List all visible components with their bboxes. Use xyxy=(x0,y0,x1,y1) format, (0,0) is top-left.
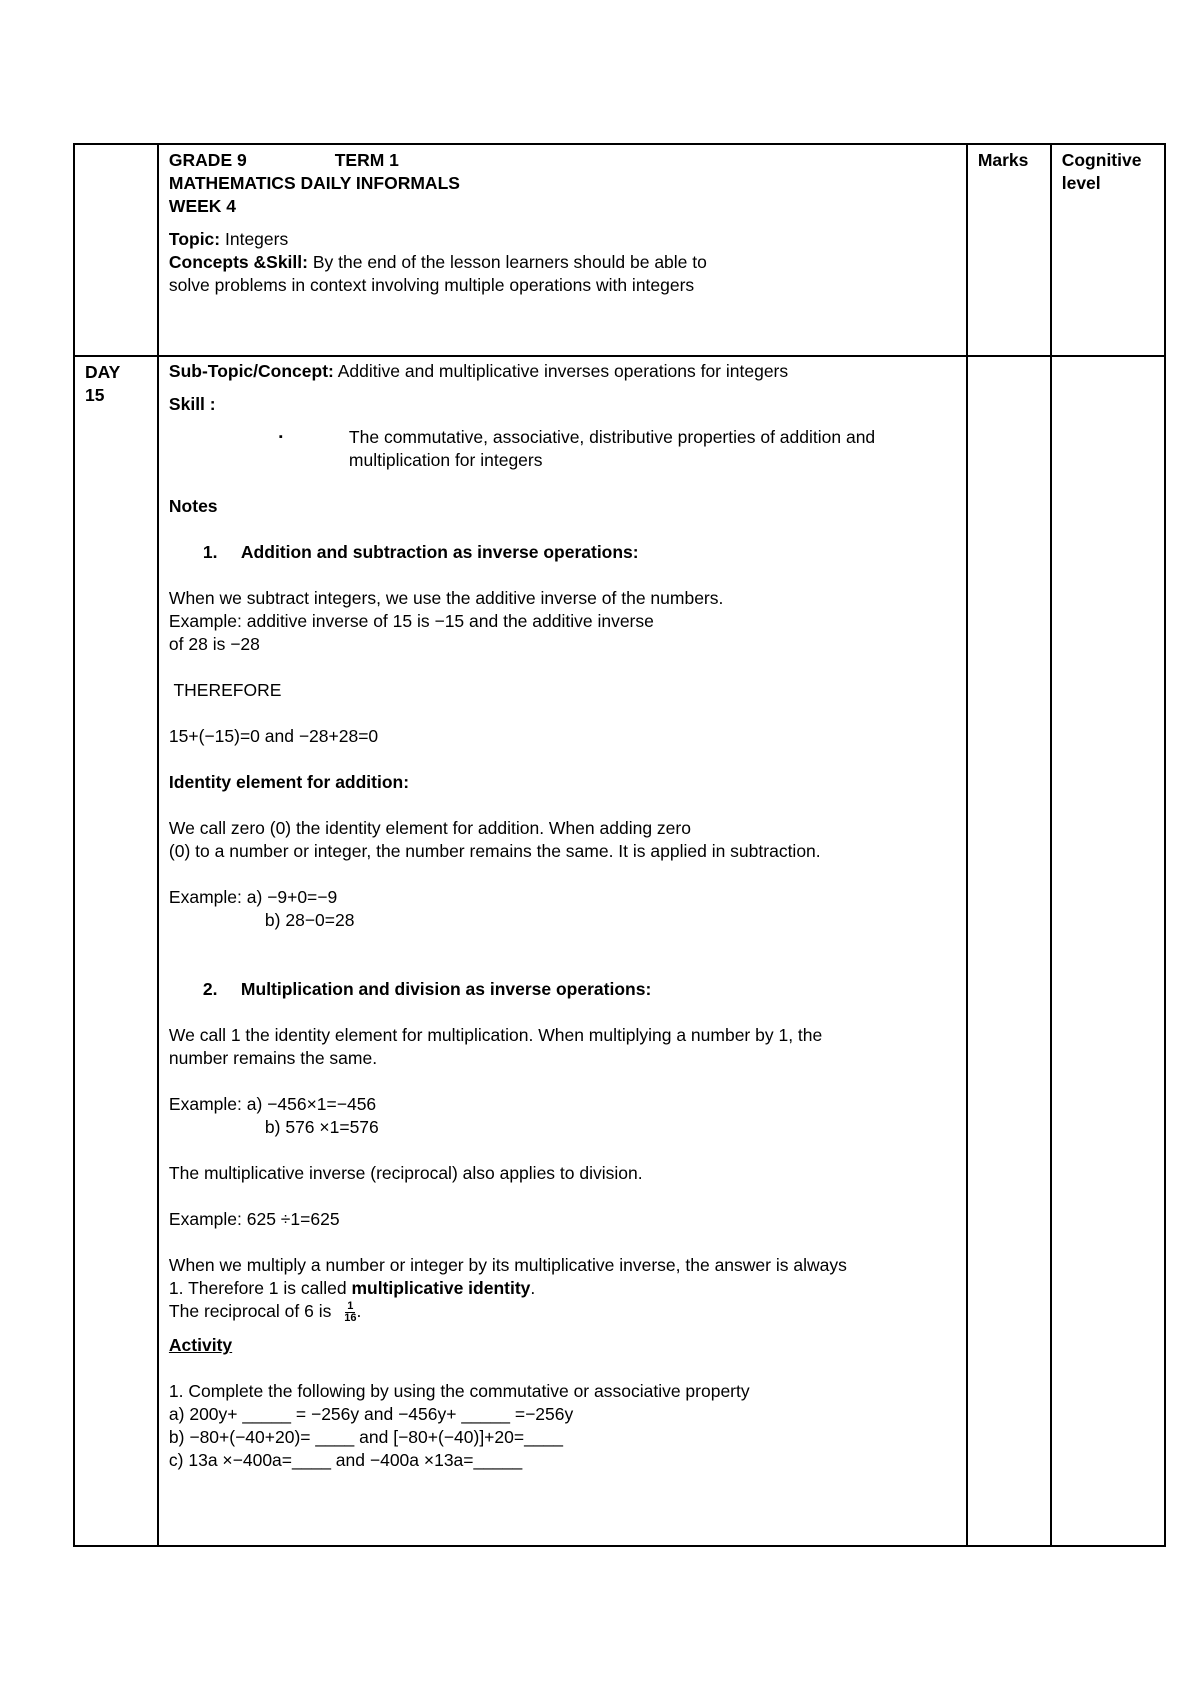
grade-label: GRADE 9 xyxy=(168,150,247,170)
day-row xyxy=(74,356,1165,1546)
activity-label: Activity xyxy=(168,1334,233,1355)
reciprocal-six-text: The reciprocal of 6 is xyxy=(168,1301,337,1321)
skill-label: Skill : xyxy=(168,394,216,414)
identity-example-b: b) 28−0=28 xyxy=(264,910,355,930)
week-label: WEEK 4 xyxy=(168,196,237,216)
fraction-denominator: 16 xyxy=(344,1311,357,1324)
fraction-numerator: 1 xyxy=(347,1299,354,1312)
marks-header: Marks xyxy=(977,150,1029,170)
term-label: TERM 1 xyxy=(334,150,399,170)
section1-title: Addition and subtraction as inverse operations: xyxy=(240,542,639,562)
activity-question1: 1. Complete the following by using the commutative or associative property xyxy=(168,1380,750,1401)
s1-equation: 15+(−15)=0 and −28+28=0 xyxy=(168,726,379,746)
identity-paragraph2: (0) to a number or integer, the number remains the same. It is applied in subtraction. xyxy=(168,841,821,861)
s2-paragraph2: number remains the same. xyxy=(168,1048,378,1068)
subtopic-value: Additive and multiplicative inverses operations for integers xyxy=(333,361,789,381)
day-label: DAY xyxy=(85,362,121,382)
marks-cell xyxy=(967,356,1051,1546)
cognitive-header-line1: Cognitive xyxy=(1061,150,1142,170)
notes-label: Notes xyxy=(168,496,218,516)
mult-paragraph1: When we multiply a number or integer by its multiplicative inverse, the answer is always xyxy=(168,1255,847,1275)
mult-paragraph2a: 1. Therefore 1 is called xyxy=(168,1278,352,1298)
s1-paragraph1: When we subtract integers, we use the additive inverse of the numbers. xyxy=(168,588,724,608)
activity-part-b: b) −80+(−40+20)= ____ and [−80+(−40)]+20=____ xyxy=(168,1426,564,1447)
identity-paragraph1: We call zero (0) the identity element for addition. When adding zero xyxy=(168,818,691,838)
s2-example-b: b) 576 ×1=576 xyxy=(264,1117,379,1137)
mult-identity-term: multiplicative identity xyxy=(351,1278,531,1298)
section2-number: 2. xyxy=(202,979,218,999)
s2-example-a: Example: a) −456×1=−456 xyxy=(168,1094,377,1114)
cognitive-header-line2: level xyxy=(1061,173,1101,193)
concepts-value: By the end of the lesson learners should be able to xyxy=(307,252,707,272)
s1-paragraph3: of 28 is −28 xyxy=(168,634,260,654)
cognitive-cell xyxy=(1051,356,1165,1546)
identity-addition-title: Identity element for addition: xyxy=(168,772,410,792)
bullet-line1: The commutative, associative, distributive properties of addition and xyxy=(348,427,876,447)
subject-title: MATHEMATICS DAILY INFORMALS xyxy=(168,173,460,193)
header-main-cell xyxy=(158,144,967,356)
concepts-line2: solve problems in context involving multiple operations with integers xyxy=(168,275,695,295)
s1-paragraph2: Example: additive inverse of 15 is −15 and the additive inverse xyxy=(168,611,654,631)
bullet-icon: ▪ xyxy=(278,431,283,443)
identity-example-a: Example: a) −9+0=−9 xyxy=(168,887,338,907)
day-cell xyxy=(74,356,158,1546)
topic-label: Topic: xyxy=(168,229,221,249)
header-empty-cell xyxy=(74,144,158,356)
activity-part-a: a) 200y+ _____ = −256y and −456y+ _____ =−256y xyxy=(168,1403,574,1424)
section1-number: 1. xyxy=(202,542,218,562)
subtopic-label: Sub-Topic/Concept: xyxy=(168,361,334,381)
reciprocal-paragraph: The multiplicative inverse (reciprocal) also applies to division. xyxy=(168,1163,643,1183)
division-example: Example: 625 ÷1=625 xyxy=(168,1209,340,1229)
concepts-label: Concepts &Skill: xyxy=(168,252,308,272)
activity-part-c: c) 13a ×−400a=____ and −400a ×13a=_____ xyxy=(168,1449,523,1470)
cognitive-header-cell xyxy=(1051,144,1165,356)
content-cell xyxy=(158,356,967,1546)
bullet-line2: multiplication for integers xyxy=(348,450,543,470)
header-row xyxy=(74,144,1165,356)
s2-paragraph1: We call 1 the identity element for multiplication. When multiplying a number by 1, the xyxy=(168,1025,823,1045)
topic-value: Integers xyxy=(220,229,289,249)
reciprocal-fraction xyxy=(344,1301,356,1324)
mult-paragraph2c: . xyxy=(530,1278,536,1298)
section2-title: Multiplication and division as inverse operations: xyxy=(240,979,652,999)
therefore-label: THEREFORE xyxy=(168,680,282,700)
fraction-period: . xyxy=(356,1301,362,1321)
marks-header-cell xyxy=(967,144,1051,356)
lesson-table xyxy=(73,143,1166,1547)
day-number: 15 xyxy=(85,385,105,405)
